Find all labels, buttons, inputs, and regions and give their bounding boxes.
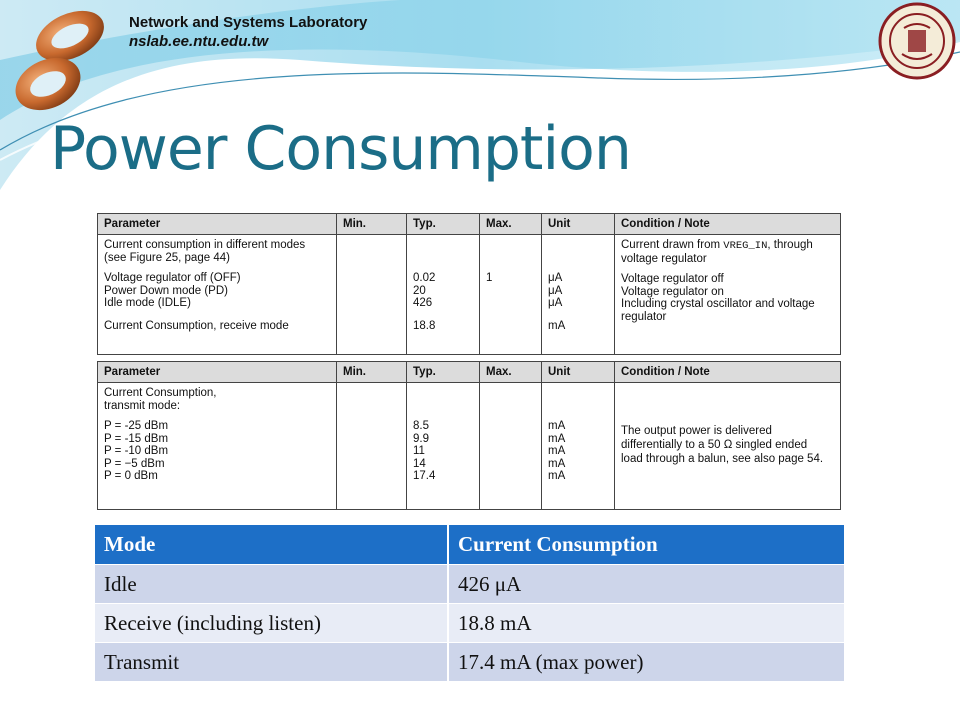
current-cell: 426 μA [448, 565, 844, 604]
table-header-row [98, 214, 841, 235]
max-value: 1 [486, 272, 493, 284]
unit-value: mA [548, 319, 566, 332]
typ-value: 18.8 [413, 319, 436, 332]
unit-value: mA [548, 420, 566, 432]
mode-cell: Receive (including listen) [95, 604, 448, 643]
condition-mode: Voltage regulator off [621, 273, 724, 285]
lab-logo-icon [8, 6, 112, 118]
column-header: Typ. [407, 362, 480, 383]
column-header: Typ. [407, 214, 480, 235]
unit-value: mA [548, 470, 566, 482]
typ-value: 14 [413, 457, 426, 470]
param-group: Current consumption in different modes (see Figure 25, page 44) [104, 239, 306, 264]
mode-cell: Transmit [95, 643, 448, 682]
table-row [95, 643, 844, 682]
column-header: Unit [542, 362, 615, 383]
summary-table [95, 525, 844, 681]
param-level: P = −5 dBm [104, 457, 165, 470]
column-header: Parameter [98, 362, 337, 383]
unit-value: μA [548, 272, 563, 284]
table-header-row [98, 362, 841, 383]
param-mode: Idle mode (IDLE) [104, 297, 191, 309]
column-header: Condition / Note [615, 214, 841, 235]
param-receive: Current Consumption, receive mode [104, 319, 289, 332]
lab-url: nslab.ee.ntu.edu.tw [129, 33, 269, 50]
condition-text: Current drawn from [621, 239, 724, 251]
condition-group [621, 239, 834, 265]
column-header: Min. [337, 214, 407, 235]
typ-value: 0.02 [413, 272, 436, 284]
university-seal-icon [878, 2, 956, 80]
column-header-current: Current Consumption [448, 525, 844, 565]
table-row [95, 565, 844, 604]
current-cell: 17.4 mA (max power) [448, 643, 844, 682]
unit-value: mA [548, 432, 566, 445]
unit-value: μA [548, 284, 563, 297]
current-cell: 18.8 mA [448, 604, 844, 643]
table-header-row [95, 525, 844, 565]
column-header: Condition / Note [615, 362, 841, 383]
column-header: Min. [337, 362, 407, 383]
column-header: Max. [480, 362, 542, 383]
condition-mode: Including crystal oscillator and voltage regulator [621, 298, 815, 323]
typ-value: 426 [413, 297, 433, 309]
param-level: P = 0 dBm [104, 470, 158, 482]
column-header: Parameter [98, 214, 337, 235]
unit-value: μA [548, 297, 563, 309]
param-level: P = -15 dBm [104, 432, 169, 445]
typ-value: 11 [413, 445, 425, 457]
column-header: Max. [480, 214, 542, 235]
spec-table-receive [97, 213, 841, 355]
mode-cell: Idle [95, 565, 448, 604]
param-mode: Power Down mode (PD) [104, 284, 228, 297]
typ-value: 20 [413, 284, 426, 297]
table-row [98, 235, 841, 355]
table-row [95, 604, 844, 643]
table-row [98, 383, 841, 510]
unit-value: mA [548, 445, 566, 457]
column-header: Unit [542, 214, 615, 235]
typ-value: 9.9 [413, 432, 429, 445]
unit-value: mA [548, 457, 566, 470]
param-level: P = -25 dBm [104, 420, 169, 432]
param-group: Current Consumption, transmit mode: [104, 387, 217, 412]
condition-mode: Voltage regulator on [621, 285, 724, 298]
typ-value: 8.5 [413, 420, 429, 432]
page-title: Power Consumption [50, 114, 631, 184]
spec-table-transmit [97, 361, 841, 510]
param-mode: Voltage regulator off (OFF) [104, 272, 241, 284]
typ-value: 17.4 [413, 470, 436, 482]
condition-code: VREG_IN [723, 240, 768, 252]
param-level: P = -10 dBm [104, 445, 169, 457]
condition-text: , through voltage regulator [621, 239, 813, 265]
lab-name: Network and Systems Laboratory [129, 14, 368, 31]
condition-note: The output power is delivered differentially to a 50 Ω singled ended load through a balun, see also page 54. [621, 425, 824, 465]
column-header-mode: Mode [95, 525, 448, 565]
